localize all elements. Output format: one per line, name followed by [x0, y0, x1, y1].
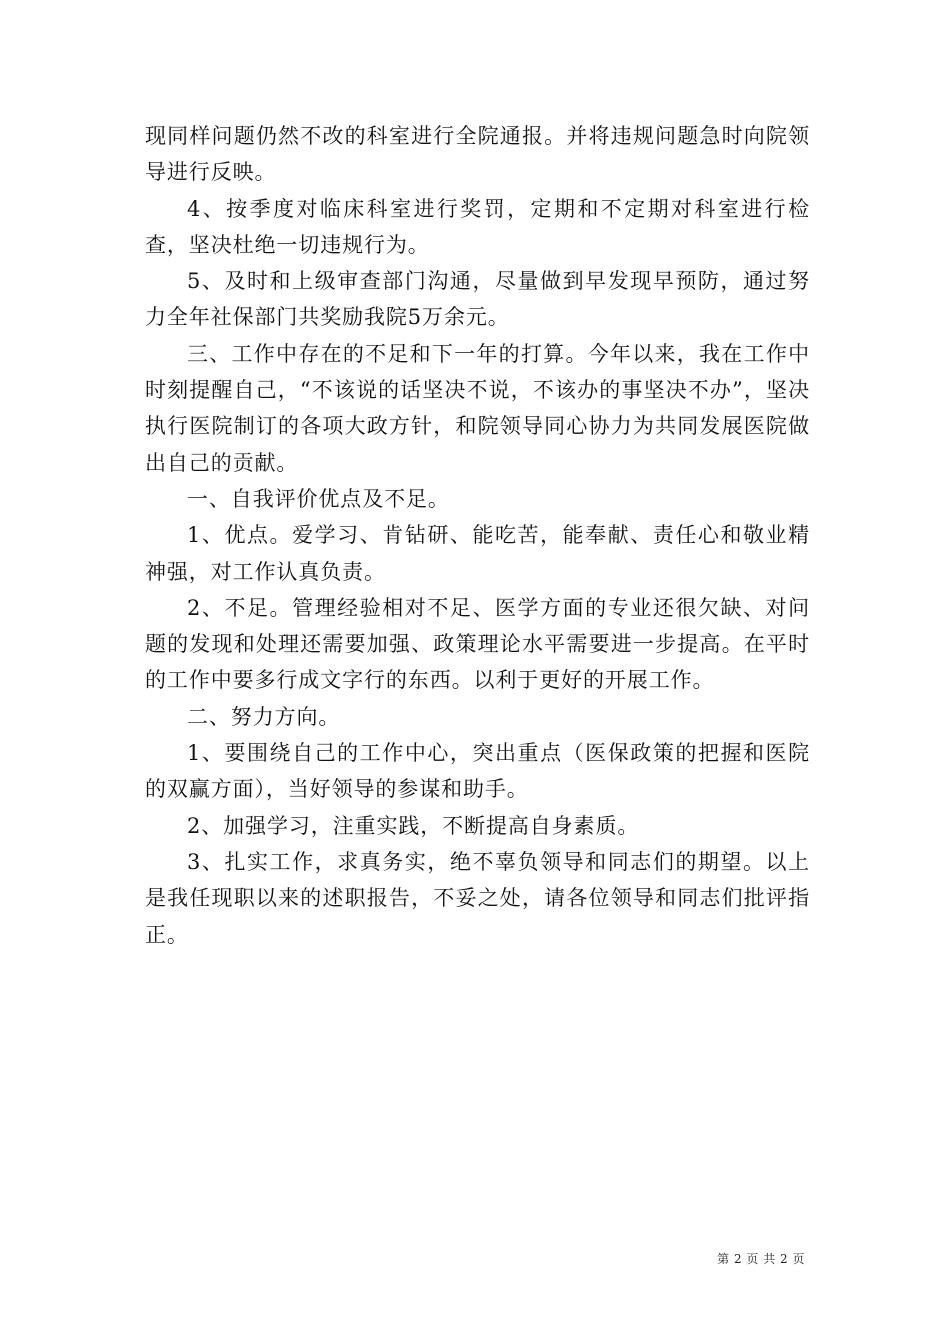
paragraph-direction-2: 2、加强学习，注重实践，不断提高自身素质。 — [187, 813, 640, 838]
paragraph-self-evaluation-heading: 一、自我评价优点及不足。 — [187, 486, 450, 511]
paragraph-item-4: 4、按季度对临床科室进行奖罚，定期和不定期对科室进行检查，坚决杜绝一切违规行为。 — [145, 196, 810, 257]
paragraph-direction-3: 3、扎实工作，求真务实，绝不辜负领导和同志们的期望。以上是我任现职以来的述职报告，不妥之处，请各位领导和同志们批评指正。 — [145, 849, 810, 947]
paragraph-section-3: 三、工作中存在的不足和下一年的打算。今年以来，我在工作中时刻提醒自己，“不该说的话坚决不说，不该办的事坚决不办”，坚决执行医院制订的各项大政方针，和院领导同心协力为共同发展医院做出自己的贡献。 — [145, 341, 810, 475]
page-number-footer: 第 2 页 共 2 页 — [717, 1252, 805, 1266]
paragraph-continuation: 现同样问题仍然不改的科室进行全院通报。并将违规问题急时向院领导进行反映。 — [145, 124, 810, 185]
paragraph-weaknesses: 2、不足。管理经验相对不足、医学方面的专业还很欠缺、对问题的发现和处理还需要加强、政策理论水平需要进一步提高。在平时的工作中要多行成文字行的东西。以利于更好的开展工作。 — [145, 595, 810, 693]
paragraph-direction-1: 1、要围绕自己的工作中心，突出重点（医保政策的把握和医院的双赢方面），当好领导的参谋和助手。 — [145, 741, 810, 802]
document-body — [145, 118, 810, 953]
paragraph-strengths: 1、优点。爱学习、肯钻研、能吃苦，能奉献、责任心和敬业精神强，对工作认真负责。 — [145, 523, 810, 584]
paragraph-direction-heading: 二、努力方向。 — [187, 704, 341, 729]
paragraph-item-5: 5、及时和上级审查部门沟通，尽量做到早发现早预防，通过努力全年社保部门共奖励我院5万余元。 — [145, 269, 810, 330]
